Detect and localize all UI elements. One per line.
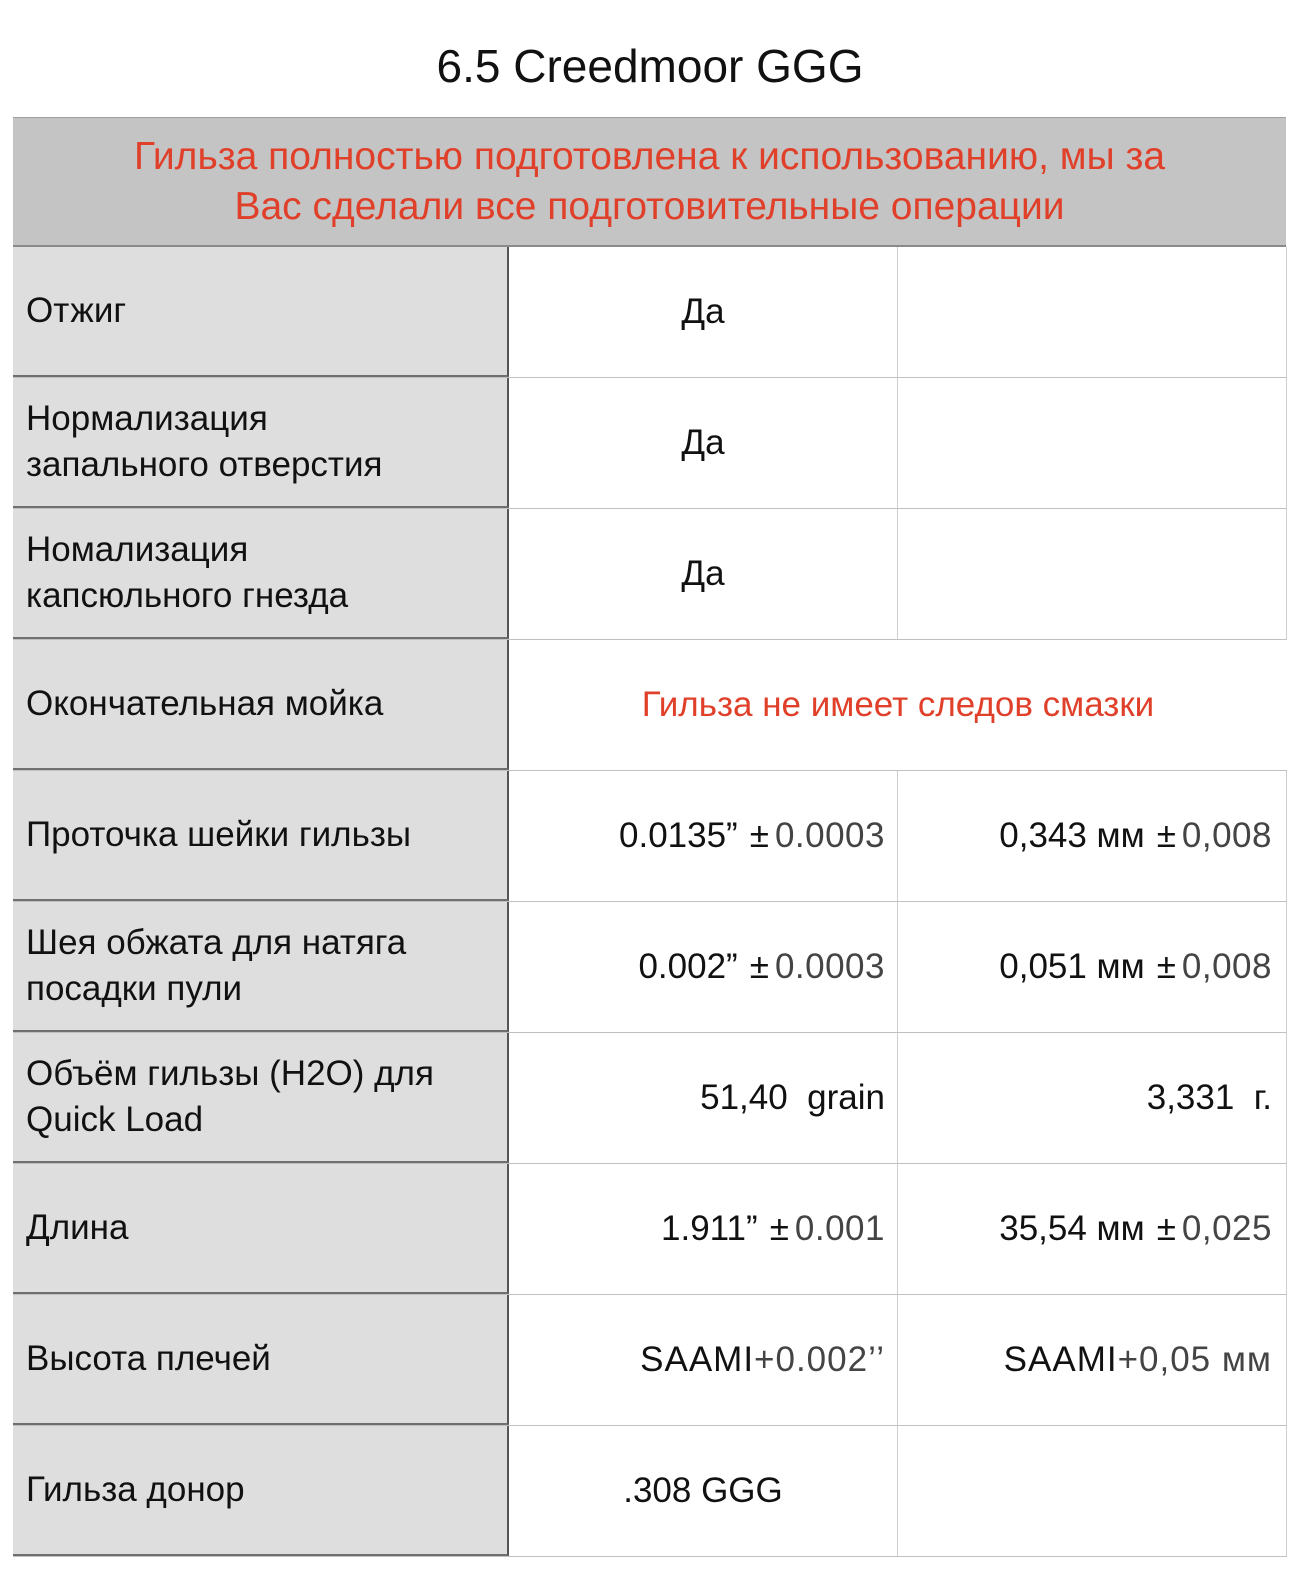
plus-minus: ± xyxy=(749,816,769,855)
value-tolerance: 0,025 xyxy=(1181,1209,1272,1248)
imperial-value xyxy=(509,902,898,1032)
info-banner xyxy=(13,117,1286,247)
imperial-value xyxy=(509,378,898,508)
row-label xyxy=(13,509,509,639)
value-main: 0.0135” xyxy=(619,816,738,855)
value-main: 1.911” xyxy=(661,1209,758,1248)
value-tolerance: 0,008 xyxy=(1181,816,1272,855)
value-main: SAAMI xyxy=(1003,1340,1118,1379)
value-tolerance: +0,05 мм xyxy=(1117,1340,1272,1379)
plus-minus: ± xyxy=(769,1209,789,1248)
value-main: 3,331 г. xyxy=(1146,1078,1272,1117)
value-main: 51,40 grain xyxy=(700,1078,885,1117)
table-row xyxy=(13,378,1287,509)
value-tolerance: +0.002’’ xyxy=(754,1340,885,1379)
metric-value xyxy=(898,1426,1287,1556)
row-label xyxy=(13,1164,509,1294)
value-text: .308 GGG xyxy=(623,1471,783,1510)
row-label-line: Длина xyxy=(26,1208,129,1247)
table-row xyxy=(13,509,1287,640)
value-main: 35,54 мм xyxy=(999,1209,1145,1248)
row-label xyxy=(13,771,509,901)
value-text: Гильза не имеет следов смазки xyxy=(641,685,1155,724)
imperial-value xyxy=(509,509,898,639)
row-label-line: Номализация xyxy=(26,530,249,569)
row-label xyxy=(13,378,509,508)
metric-value xyxy=(898,378,1287,508)
table-row xyxy=(13,1033,1287,1164)
row-label-line: запального отверстия xyxy=(26,445,383,484)
imperial-value xyxy=(509,771,898,901)
table-row xyxy=(13,247,1287,378)
value-main: SAAMI xyxy=(640,1340,755,1379)
row-label-line: Окончательная мойка xyxy=(26,684,384,723)
metric-value xyxy=(898,1033,1287,1163)
row-label-line: Шея обжата для натяга xyxy=(26,923,407,962)
value-text: Да xyxy=(681,554,725,593)
table-row xyxy=(13,902,1287,1033)
banner-line-1: Гильза полностью подготовлена к использованию, мы за xyxy=(133,134,1166,178)
imperial-value xyxy=(509,1033,898,1163)
row-label xyxy=(13,640,509,770)
row-label xyxy=(13,1426,509,1556)
banner-line-2: Вас сделали все подготовительные операции xyxy=(234,184,1065,228)
merged-value xyxy=(509,640,1287,770)
row-label-line: Отжиг xyxy=(26,291,127,330)
row-label-line: Объём гильзы (H2O) для xyxy=(26,1054,434,1093)
row-label xyxy=(13,1295,509,1425)
value-main: 0.002” xyxy=(638,947,738,986)
value-tolerance: 0.0003 xyxy=(774,816,885,855)
row-label-line: посадки пули xyxy=(26,969,243,1008)
value-tolerance: 0.001 xyxy=(794,1209,885,1248)
table-row xyxy=(13,1295,1287,1426)
table-row xyxy=(13,771,1287,902)
row-label-line: Quick Load xyxy=(26,1100,204,1139)
plus-minus: ± xyxy=(1156,816,1176,855)
plus-minus: ± xyxy=(749,947,769,986)
row-label xyxy=(13,902,509,1032)
metric-value xyxy=(898,1295,1287,1425)
row-label-line: Нормализация xyxy=(26,399,268,438)
row-label-line: капсюльного гнезда xyxy=(26,576,349,615)
metric-value xyxy=(898,509,1287,639)
row-label-line: Проточка шейки гильзы xyxy=(26,815,412,854)
value-tolerance: 0,008 xyxy=(1181,947,1272,986)
value-main: 0,343 мм xyxy=(999,816,1145,855)
value-text: Да xyxy=(681,292,725,331)
row-label xyxy=(13,1033,509,1163)
metric-value xyxy=(898,1164,1287,1294)
imperial-value xyxy=(509,1295,898,1425)
value-tolerance: 0.0003 xyxy=(774,947,885,986)
page-title: 6.5 Creedmoor GGG xyxy=(436,40,864,92)
value-text: Да xyxy=(681,423,725,462)
metric-value xyxy=(898,771,1287,901)
plus-minus: ± xyxy=(1156,1209,1176,1248)
row-label xyxy=(13,247,509,377)
plus-minus: ± xyxy=(1156,947,1176,986)
metric-value xyxy=(898,247,1287,377)
metric-value xyxy=(898,902,1287,1032)
imperial-value xyxy=(509,247,898,377)
table-row xyxy=(13,1164,1287,1295)
table-row xyxy=(13,640,1287,771)
table-row xyxy=(13,1426,1287,1557)
imperial-value xyxy=(509,1164,898,1294)
value-main: 0,051 мм xyxy=(999,947,1145,986)
row-label-line: Высота плечей xyxy=(26,1339,271,1378)
row-label-line: Гильза донор xyxy=(26,1470,245,1509)
imperial-value xyxy=(509,1426,898,1556)
